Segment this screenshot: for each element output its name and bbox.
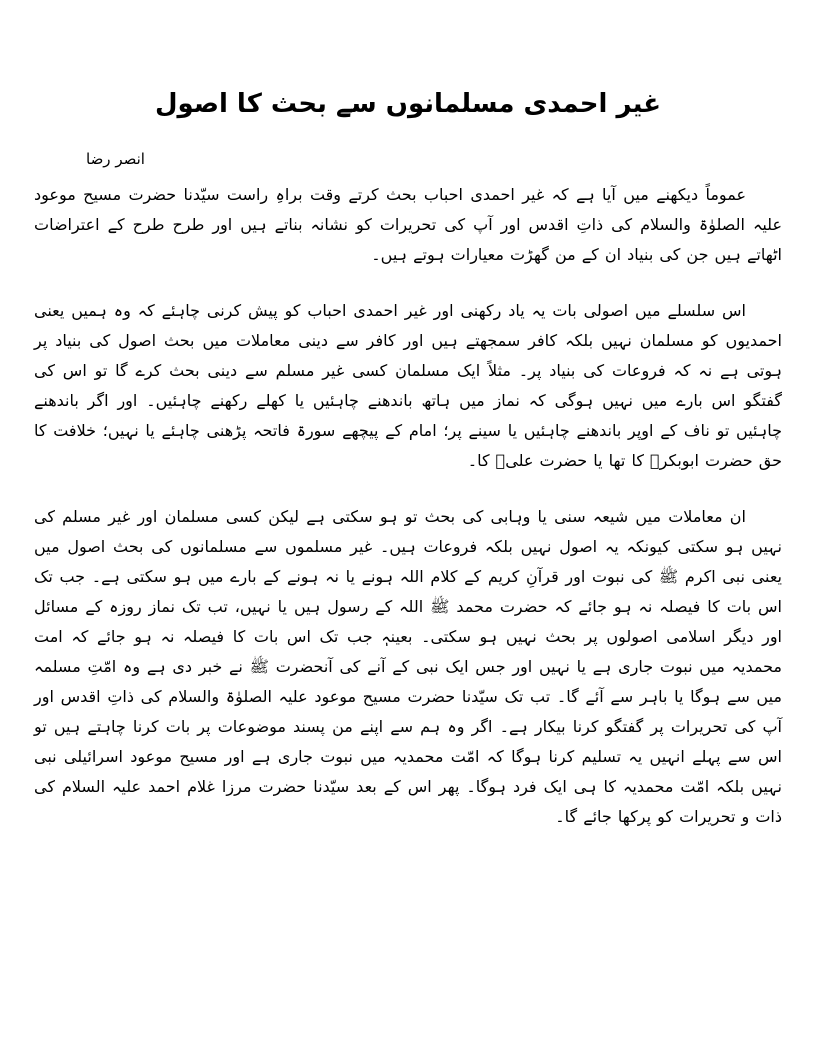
paragraph-principle: اس سلسلے میں اصولی بات یہ یاد رکھنی اور غیر احمدی احباب کو پیش کرنی چاہئے کہ وہ ہمیں یعنی احمدیوں کو مسلمان نہیں بلکہ کافر سمجھتے ہیں اور کافر سے دینی معاملات میں بحث اصول کی بنیاد پر ہوتی ہے نہ کہ فروعات کی بنیاد پر۔ مثلاً ایک مسلمان کسی غیر مسلم سے دینی بحث کرے گا تو اس کی گفتگو اس بارے میں نہیں ہوگی کہ نماز میں ہاتھ باندھنے چاہئیں یا کھلے رکھنے چاہئیں۔ اور اگر باندھنے چاہئیں تو ناف کے اوپر باندھنے چاہئیں یا سینے پر؛ امام کے پیچھے سورۃ فاتحہ پڑھنی چاہئے یا نہیں؛ خلافت کا حق حضرت ابوبکرؓ کا تھا یا حضرت علیؓ کا۔ — [34, 300, 782, 470]
document-title: غیر احمدی مسلمانوں سے بحث کا اصول — [154, 89, 661, 119]
author-name: انصر رضا — [86, 149, 145, 168]
paragraph-conclusion: ان معاملات میں شیعہ سنی یا وہابی کی بحث تو ہو سکتی ہے لیکن کسی مسلمان اور غیر مسلم کی نہیں ہو سکتی کیونکہ یہ اصول نہیں بلکہ فروعات ہیں۔ غیر مسلموں سے مسلمانوں کی بحث اصول میں یعنی نبی اکرم ﷺ کی نبوت اور قرآنِ کریم کے کلام اللہ ہونے یا نہ ہونے کے بارے میں ہو سکتی ہے۔ جب تک اس بات کا فیصلہ نہ ہو جائے کہ حضرت محمد ﷺ اللہ کے رسول ہیں یا نہیں، تب تک نماز روزہ کے مسائل اور دیگر اسلامی اصولوں پر بحث نہیں ہو سکتی۔ بعینہٖ جب تک اس بات کا فیصلہ نہ ہو جائے کہ امت محمدیہ میں نبوت جاری ہے یا نہیں اور جس ایک نبی کے آنے کی آنحضرت ﷺ نے خبر دی ہے وہ امّتِ مسلمہ میں سے ہوگا یا باہر سے آئے گا۔ تب تک سیّدنا حضرت مسیح موعود علیہ الصلوٰۃ والسلام کی ذاتِ اقدس اور آپ کی تحریرات پر گفتگو کرنا بیکار ہے۔ اگر وہ ہم سے اپنے من پسند موضوعات پر بات کرنا چاہتے ہیں تو اس سے پہلے انہیں یہ تسلیم کرنا ہوگا کہ امّت محمدیہ میں نبوت جاری ہے اور مسیح موعود اسرائیلی نبی نہیں بلکہ امّت محمدیہ کا ہی ایک فرد ہوگا۔ پھر اس کے بعد سیّدنا حضرت مرزا غلام احمد علیہ السلام کی ذات و تحریرات کو پرکھا جائے گا۔ — [34, 506, 783, 826]
paragraph-intro: عموماً دیکھنے میں آیا ہے کہ غیر احمدی احباب بحث کرتے وقت براہِ راست سیّدنا حضرت مسیح موعود علیہ الصلوٰۃ والسلام کی ذاتِ اقدس اور آپ کی تحریرات کو نشانہ بناتے ہیں اور طرح طرح کے اعتراضات اٹھاتے ہیں جن کی بنیاد ان کے من گھڑت معیارات ہوتے ہیں۔ — [34, 184, 782, 264]
